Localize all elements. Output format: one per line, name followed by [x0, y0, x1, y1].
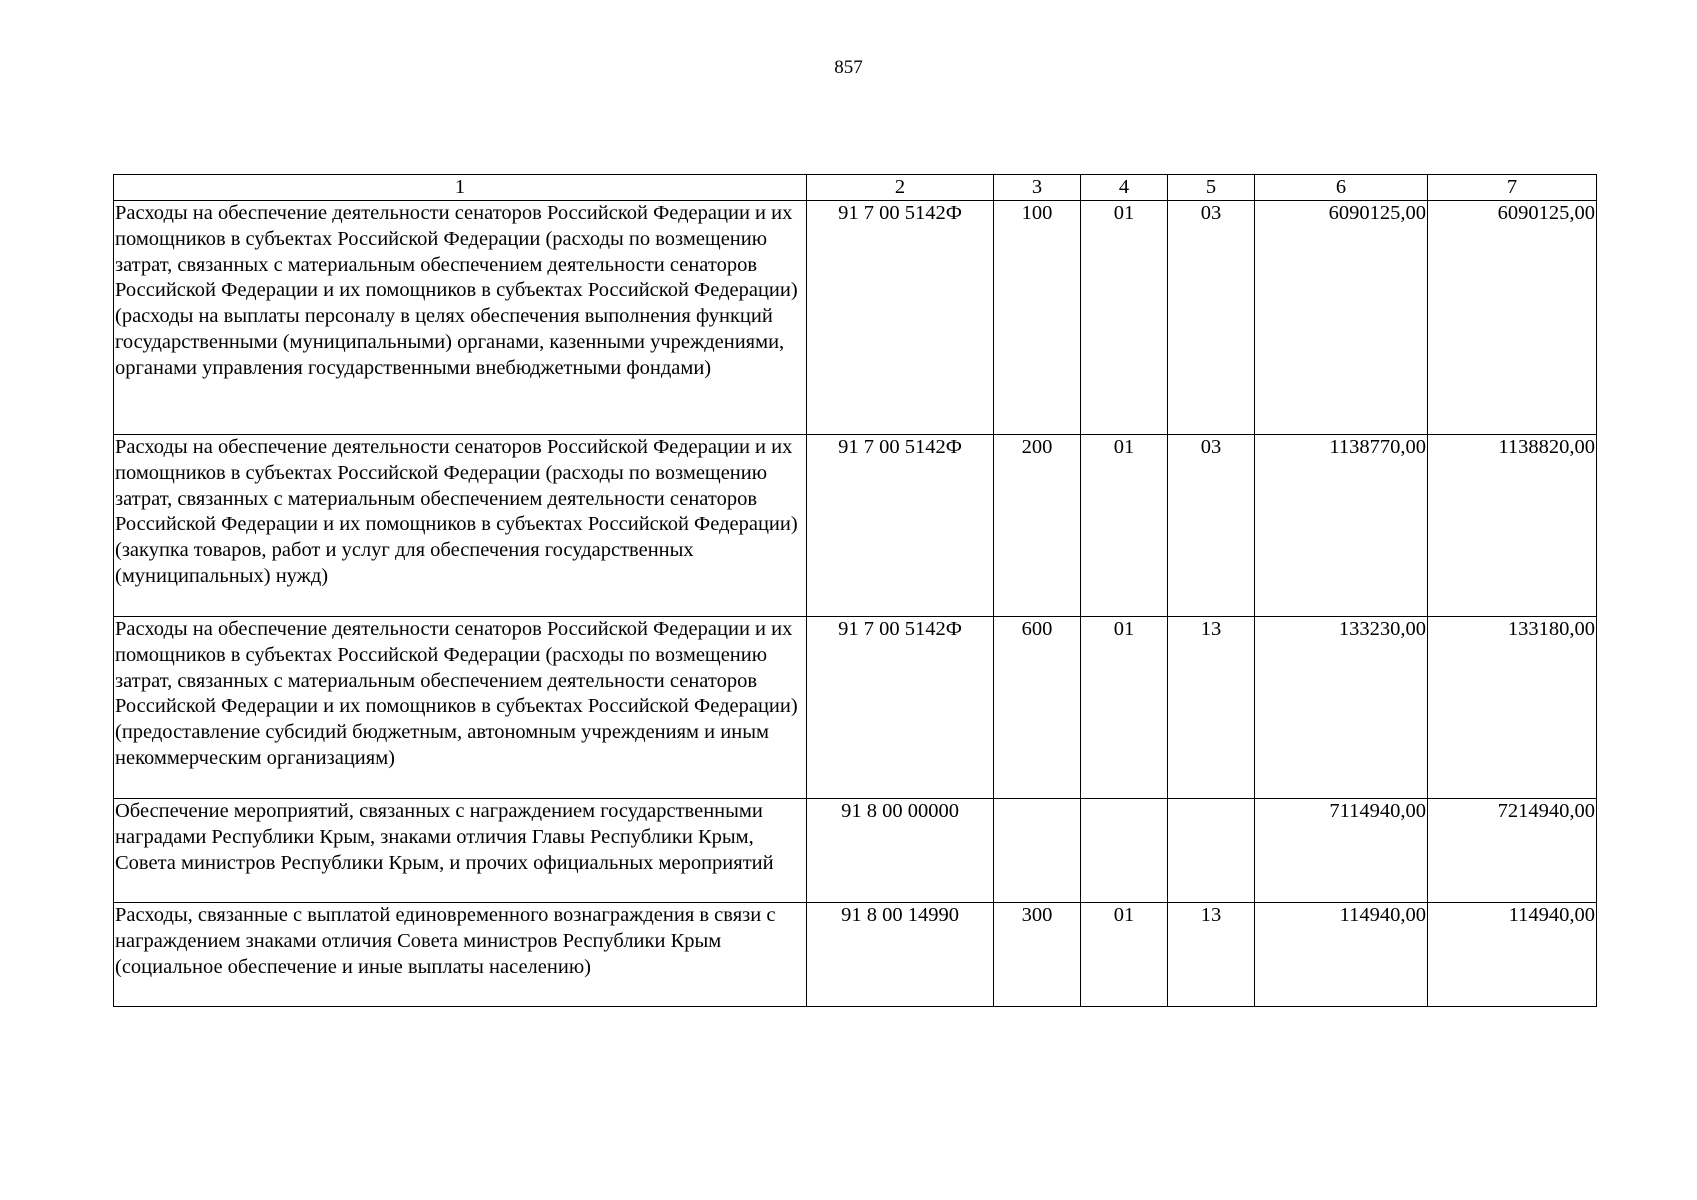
column-header: 3 — [994, 175, 1081, 201]
column-header: 5 — [1168, 175, 1255, 201]
row-amount-col6: 114940,00 — [1255, 903, 1428, 1007]
row-subsection — [1168, 799, 1255, 903]
page-number: 857 — [834, 57, 863, 78]
row-subsection: 13 — [1168, 617, 1255, 799]
budget-table — [113, 174, 1597, 1007]
table-row — [114, 903, 1597, 1007]
column-header: 4 — [1081, 175, 1168, 201]
row-section: 01 — [1081, 435, 1168, 617]
row-expense-type — [994, 799, 1081, 903]
row-section — [1081, 799, 1168, 903]
row-target-article: 91 7 00 5142Ф — [807, 435, 994, 617]
row-subsection: 03 — [1168, 201, 1255, 435]
table-row — [114, 617, 1597, 799]
row-description: Расходы, связанные с выплатой единовременного вознаграждения в связи с награждением знаками отличия Совета министров Республики Крым (социальное обеспечение и иные выплаты населению) — [114, 903, 807, 1007]
row-target-article: 91 8 00 00000 — [807, 799, 994, 903]
row-amount-col6: 7114940,00 — [1255, 799, 1428, 903]
row-expense-type: 600 — [994, 617, 1081, 799]
row-amount-col7: 7214940,00 — [1428, 799, 1597, 903]
column-header: 6 — [1255, 175, 1428, 201]
row-subsection: 03 — [1168, 435, 1255, 617]
table-row — [114, 435, 1597, 617]
column-header: 7 — [1428, 175, 1597, 201]
row-amount-col6: 133230,00 — [1255, 617, 1428, 799]
row-target-article: 91 7 00 5142Ф — [807, 617, 994, 799]
row-amount-col7: 114940,00 — [1428, 903, 1597, 1007]
column-header: 2 — [807, 175, 994, 201]
row-subsection: 13 — [1168, 903, 1255, 1007]
row-description: Расходы на обеспечение деятельности сенаторов Российской Федерации и их помощников в субъектах Российской Федерации (расходы по возмещению затрат, связанных с материальным обеспечением деятельности сенаторов Российской Федерации и их помощников в субъектах Российской Федерации) (предоставление субсидий бюджетным, автономным учреждениям и иным некоммерческим организациям) — [114, 617, 807, 799]
row-section: 01 — [1081, 617, 1168, 799]
header-row — [114, 175, 1597, 201]
row-section: 01 — [1081, 201, 1168, 435]
row-description: Расходы на обеспечение деятельности сенаторов Российской Федерации и их помощников в субъектах Российской Федерации (расходы по возмещению затрат, связанных с материальным обеспечением деятельности сенаторов Российской Федерации и их помощников в субъектах Российской Федерации) (закупка товаров, работ и услуг для обеспечения государственных (муниципальных) нужд) — [114, 435, 807, 617]
table-row — [114, 799, 1597, 903]
row-expense-type: 100 — [994, 201, 1081, 435]
row-description: Обеспечение мероприятий, связанных с награждением государственными наградами Республики Крым, знаками отличия Главы Республики Крым, Совета министров Республики Крым, и прочих официальных мероприятий — [114, 799, 807, 903]
row-amount-col7: 1138820,00 — [1428, 435, 1597, 617]
table-row — [114, 201, 1597, 435]
row-section: 01 — [1081, 903, 1168, 1007]
row-target-article: 91 8 00 14990 — [807, 903, 994, 1007]
row-amount-col6: 1138770,00 — [1255, 435, 1428, 617]
row-amount-col6: 6090125,00 — [1255, 201, 1428, 435]
row-description: Расходы на обеспечение деятельности сенаторов Российской Федерации и их помощников в субъектах Российской Федерации (расходы по возмещению затрат, связанных с материальным обеспечением деятельности сенаторов Российской Федерации и их помощников в субъектах Российской Федерации) (расходы на выплаты персоналу в целях обеспечения выполнения функций государственными (муниципальными) органами, казенными учреждениями, органами управления государственными внебюджетными фондами) — [114, 201, 807, 435]
row-target-article: 91 7 00 5142Ф — [807, 201, 994, 435]
row-expense-type: 300 — [994, 903, 1081, 1007]
row-expense-type: 200 — [994, 435, 1081, 617]
column-header: 1 — [114, 175, 807, 201]
row-amount-col7: 6090125,00 — [1428, 201, 1597, 435]
row-amount-col7: 133180,00 — [1428, 617, 1597, 799]
